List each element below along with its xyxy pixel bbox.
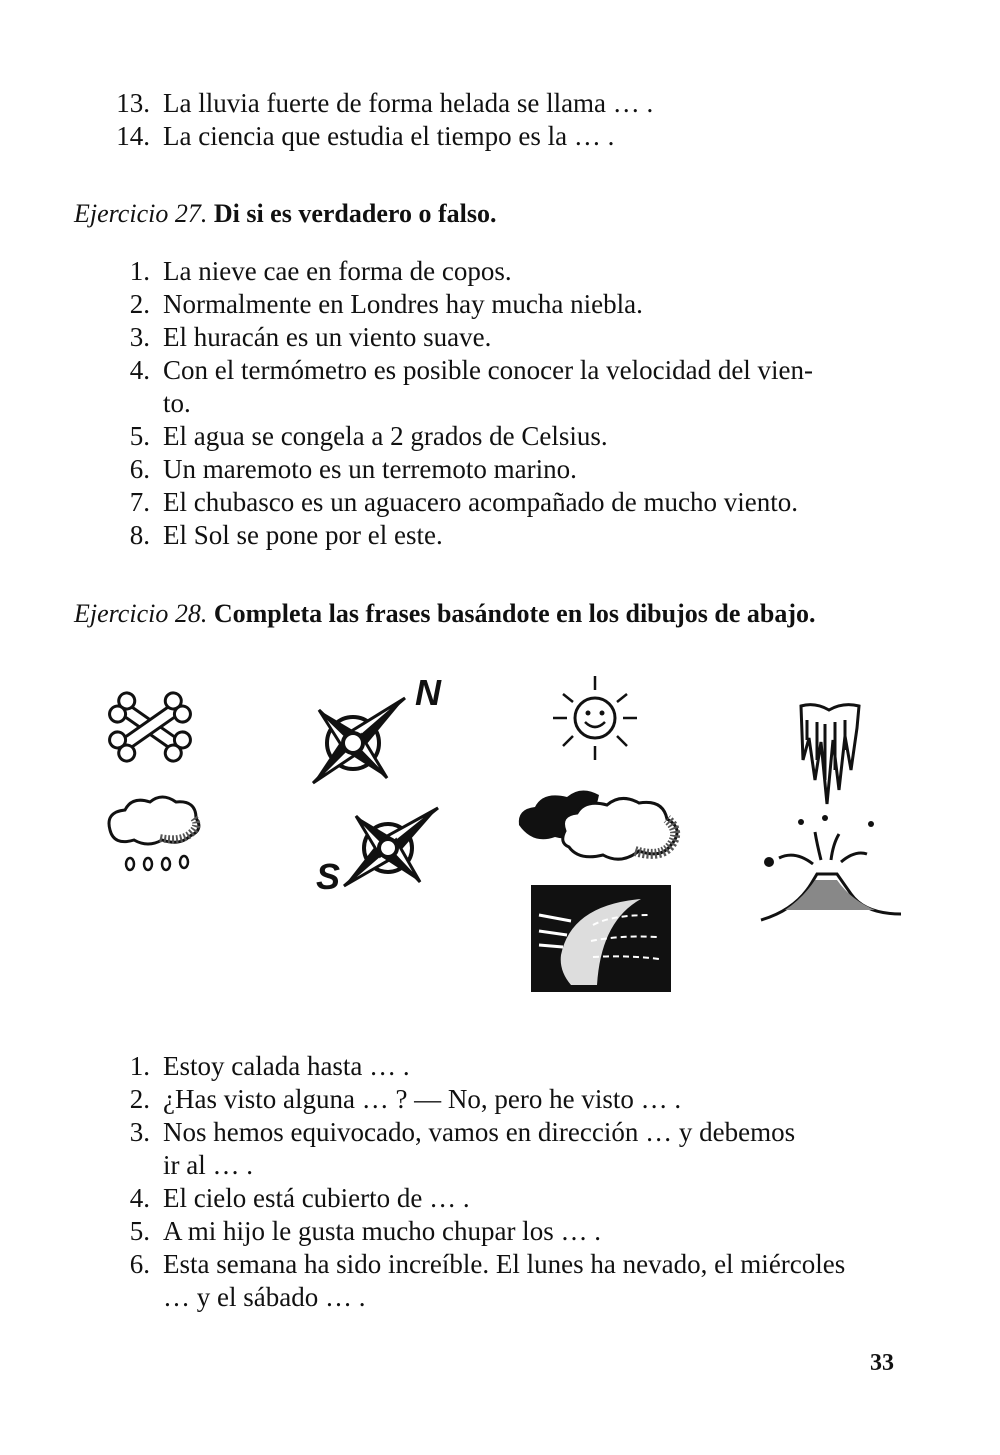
list-item	[0, 321, 1000, 354]
item-number: 4.	[129, 1183, 150, 1213]
item-text: La ciencia que estudia el tiempo es la … .	[163, 121, 615, 151]
item-text: A mi hijo le gusta mucho chupar los … .	[163, 1216, 601, 1246]
item-number: 2.	[129, 289, 150, 319]
item-number: 14.	[116, 121, 150, 151]
item-number: 5.	[129, 421, 150, 451]
dark-cloud-icon	[515, 785, 690, 870]
compass-north-icon	[305, 670, 465, 785]
item-text: ¿Has visto alguna … ? — No, pero he visto … .	[163, 1084, 682, 1114]
list-item	[0, 519, 1000, 552]
item-number: 7.	[129, 487, 150, 517]
list-item	[0, 453, 1000, 486]
item-number: 8.	[129, 520, 150, 550]
exercise-title: Completa las frases basándote en los dibujos de abajo.	[213, 599, 816, 628]
item-number: 2.	[129, 1084, 150, 1114]
item-number: 13.	[116, 88, 150, 118]
list-item	[0, 1116, 1000, 1149]
compass-south-icon	[310, 800, 450, 900]
list-item	[0, 354, 1000, 387]
exercise-label: Ejercicio 27.	[74, 199, 208, 228]
icicle-icon	[795, 700, 865, 805]
exercise-27-heading	[74, 198, 496, 230]
item-text: ir al … .	[163, 1150, 253, 1180]
item-number: 1.	[129, 256, 150, 286]
item-number: 6.	[129, 1249, 150, 1279]
item-text: El agua se congela a 2 grados de Celsius.	[163, 421, 608, 451]
list-item-continuation	[0, 1149, 1000, 1182]
item-number: 3.	[129, 1117, 150, 1147]
item-number: 3.	[129, 322, 150, 352]
list-item	[0, 288, 1000, 321]
item-text: Normalmente en Londres hay mucha niebla.	[163, 289, 643, 319]
list-item-continuation	[0, 1281, 1000, 1314]
north-label: N	[415, 672, 441, 713]
item-text: Esta semana ha sido increíble. El lunes ha nevado, el miércoles	[163, 1249, 846, 1279]
south-label: S	[316, 856, 341, 897]
item-number: 6.	[129, 454, 150, 484]
list-item	[0, 1182, 1000, 1215]
page-number: 33	[870, 1350, 894, 1376]
item-text: Con el termómetro es posible conocer la velocidad del vien-	[163, 355, 814, 385]
item-number: 5.	[129, 1216, 150, 1246]
sun-icon	[545, 672, 645, 762]
list-item	[0, 255, 1000, 288]
item-number: 4.	[129, 355, 150, 385]
exercise-28-list	[0, 1050, 1000, 1314]
storm-icon	[531, 885, 671, 992]
exercise-27-list	[0, 255, 1000, 552]
item-text: El cielo está cubierto de … .	[163, 1183, 470, 1213]
list-item	[0, 1083, 1000, 1116]
item-text: El huracán es un viento suave.	[163, 322, 492, 352]
item-text: El Sol se pone por el este.	[163, 520, 443, 550]
bones-icon	[100, 690, 200, 765]
rain-cloud-icon	[100, 790, 210, 875]
list-item	[0, 1050, 1000, 1083]
exercise-title: Di si es verdadero o falso.	[213, 199, 497, 228]
item-text: to.	[163, 388, 191, 418]
list-item	[0, 420, 1000, 453]
item-text: … y el sábado … .	[163, 1282, 366, 1312]
list-item	[0, 120, 1000, 153]
exercise-28-heading	[74, 598, 816, 630]
list-item	[0, 486, 1000, 519]
list-item	[0, 1248, 1000, 1281]
item-text: Estoy calada hasta … .	[163, 1051, 410, 1081]
volcano-icon	[755, 810, 905, 925]
list-item	[0, 87, 1000, 120]
list-item-continuation	[0, 387, 1000, 420]
item-text: La lluvia fuerte de forma helada se llama … .	[163, 88, 654, 118]
exercise-label: Ejercicio 28.	[74, 599, 208, 628]
item-number: 1.	[129, 1051, 150, 1081]
top-list	[0, 87, 1000, 153]
item-text: Nos hemos equivocado, vamos en dirección … y debemos	[163, 1117, 796, 1147]
item-text: Un maremoto es un terremoto marino.	[163, 454, 577, 484]
item-text: La nieve cae en forma de copos.	[163, 256, 512, 286]
list-item	[0, 1215, 1000, 1248]
item-text: El chubasco es un aguacero acompañado de mucho viento.	[163, 487, 799, 517]
